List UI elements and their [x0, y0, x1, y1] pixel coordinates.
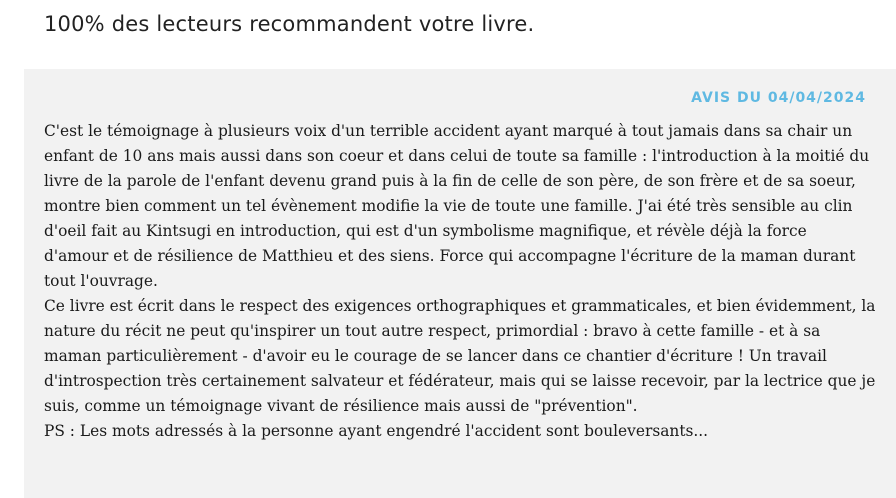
review-paragraph: C'est le témoignage à plusieurs voix d'un terrible accident ayant marqué à tout jamais dans sa chair un enfant de 10 ans mais aussi dans son coeur et dans celui de toute sa famille : l'introduction à la moitié du livre de la parole de l'enfant devenu grand puis à la fin de celle de son père, de son frère et de sa soeur, montre bien comment un tel évènement modifie la vie de toute une famille. J'ai été très sensible au clin d'oeil fait au Kintsugi en introduction, qui est d'un symbolisme magnifique, et révèle déjà la force d'amour et de résilience de Matthieu et des siens. Force qui accompagne l'écriture de la maman durant tout l'ouvrage. [44, 122, 870, 290]
review-card [24, 69, 896, 498]
page-title: 100% des lecteurs recommandent votre livre. [44, 12, 535, 36]
review-paragraph: PS : Les mots adressés à la personne ayant engendré l'accident sont bouleversants... [44, 422, 709, 440]
review-text [44, 119, 876, 444]
review-date: AVIS DU 04/04/2024 [691, 90, 866, 106]
review-paragraph: Ce livre est écrit dans le respect des exigences orthographiques et grammaticales, et bien évidemment, la nature du récit ne peut qu'inspirer un tout autre respect, primordial : bravo à cette famille - et à sa maman particulièrement - d'avoir eu le courage de se lancer dans ce chantier d'écriture ! Un travail d'introspection très certainement salvateur et fédérateur, mais qui se laisse recevoir, par la lectrice que je suis, comme un témoignage vivant de résilience mais aussi de "prévention". [44, 297, 876, 415]
